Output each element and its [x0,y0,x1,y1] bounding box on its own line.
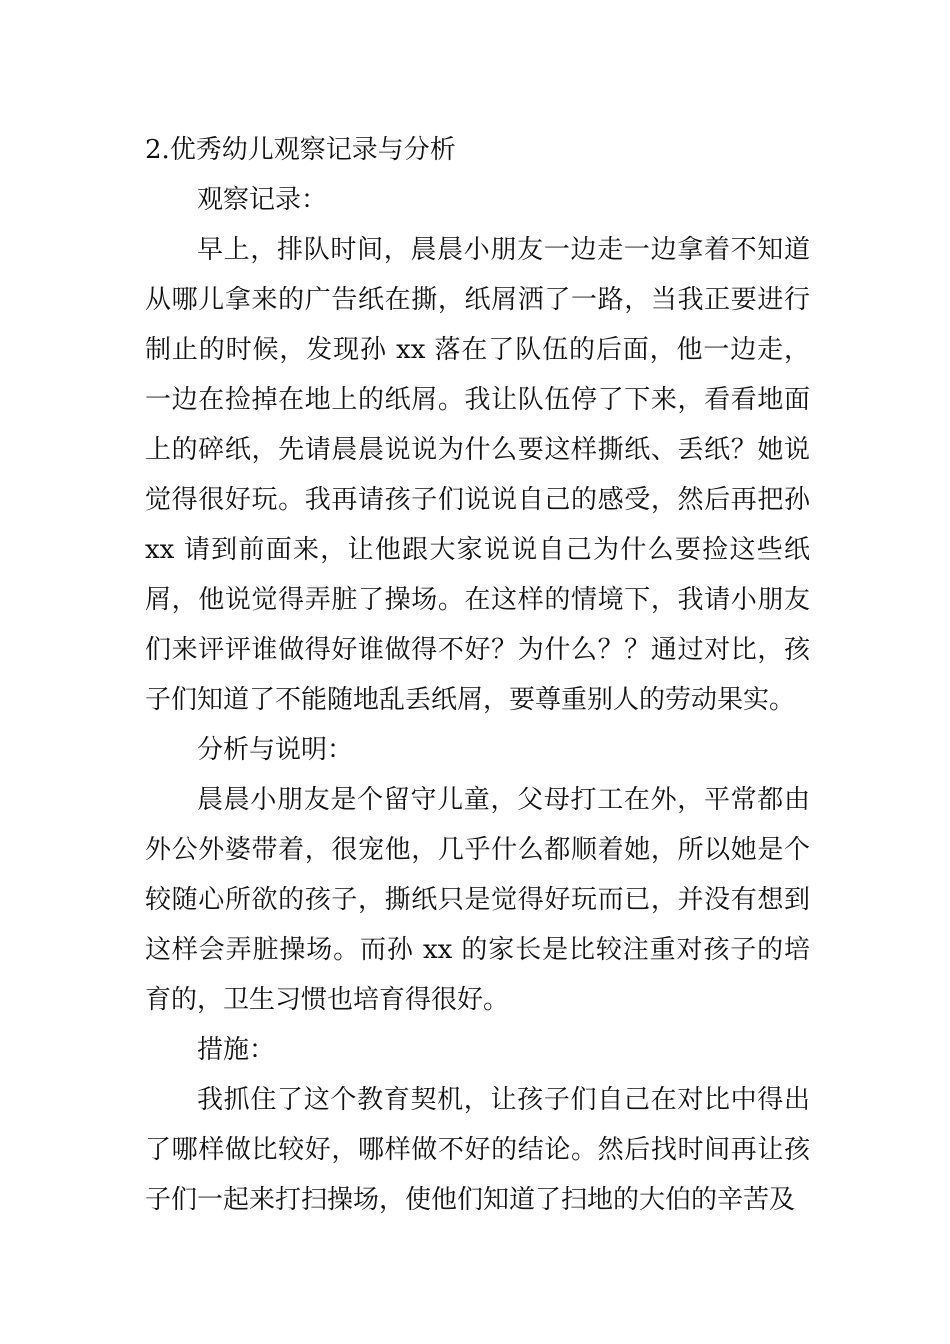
observation-record-paragraph: 早上，排队时间，晨晨小朋友一边走一边拿着不知道从哪儿拿来的广告纸在撕，纸屑洒了一路，当我正要进行制止的时候，发现孙 xx 落在了队伍的后面，他一边走，一边在捡掉在地上的纸屑。我让队伍停了下来，看看地面上的碎纸，先请晨晨说说为什么要这样撕纸、丢纸？她说觉得很好玩。我再请孩子们说说自己的感受，然后再把孙 xx 请到前面来，让他跟大家说说自己为什么要捡这些纸屑，他说觉得弄脏了操场。在这样的情境下，我请小朋友们来评评谁做得好谁做得不好？为什么？？通过对比，孩子们知道了不能随地乱丢纸屑，要尊重别人的劳动果实。 [145,235,810,715]
observation-record-label: 观察记录： [197,185,328,215]
section-heading: 2.优秀幼儿观察记录与分析 [145,135,456,165]
document-body [145,125,810,1225]
measures-label: 措施： [197,1035,276,1065]
measures-paragraph: 我抓住了这个教育契机，让孩子们自己在对比中得出了哪样做比较好，哪样做不好的结论。然后找时间再让孩子们一起来打扫操场，使他们知道了扫地的大伯的辛苦及 [145,1085,810,1215]
analysis-label: 分析与说明： [197,735,354,765]
analysis-paragraph: 晨晨小朋友是个留守儿童，父母打工在外，平常都由外公外婆带着，很宠他，几乎什么都顺着她，所以她是个较随心所欲的孩子，撕纸只是觉得好玩而已，并没有想到这样会弄脏操场。而孙 xx 的家长是比较注重对孩子的培育的，卫生习惯也培育得很好。 [145,785,810,1015]
